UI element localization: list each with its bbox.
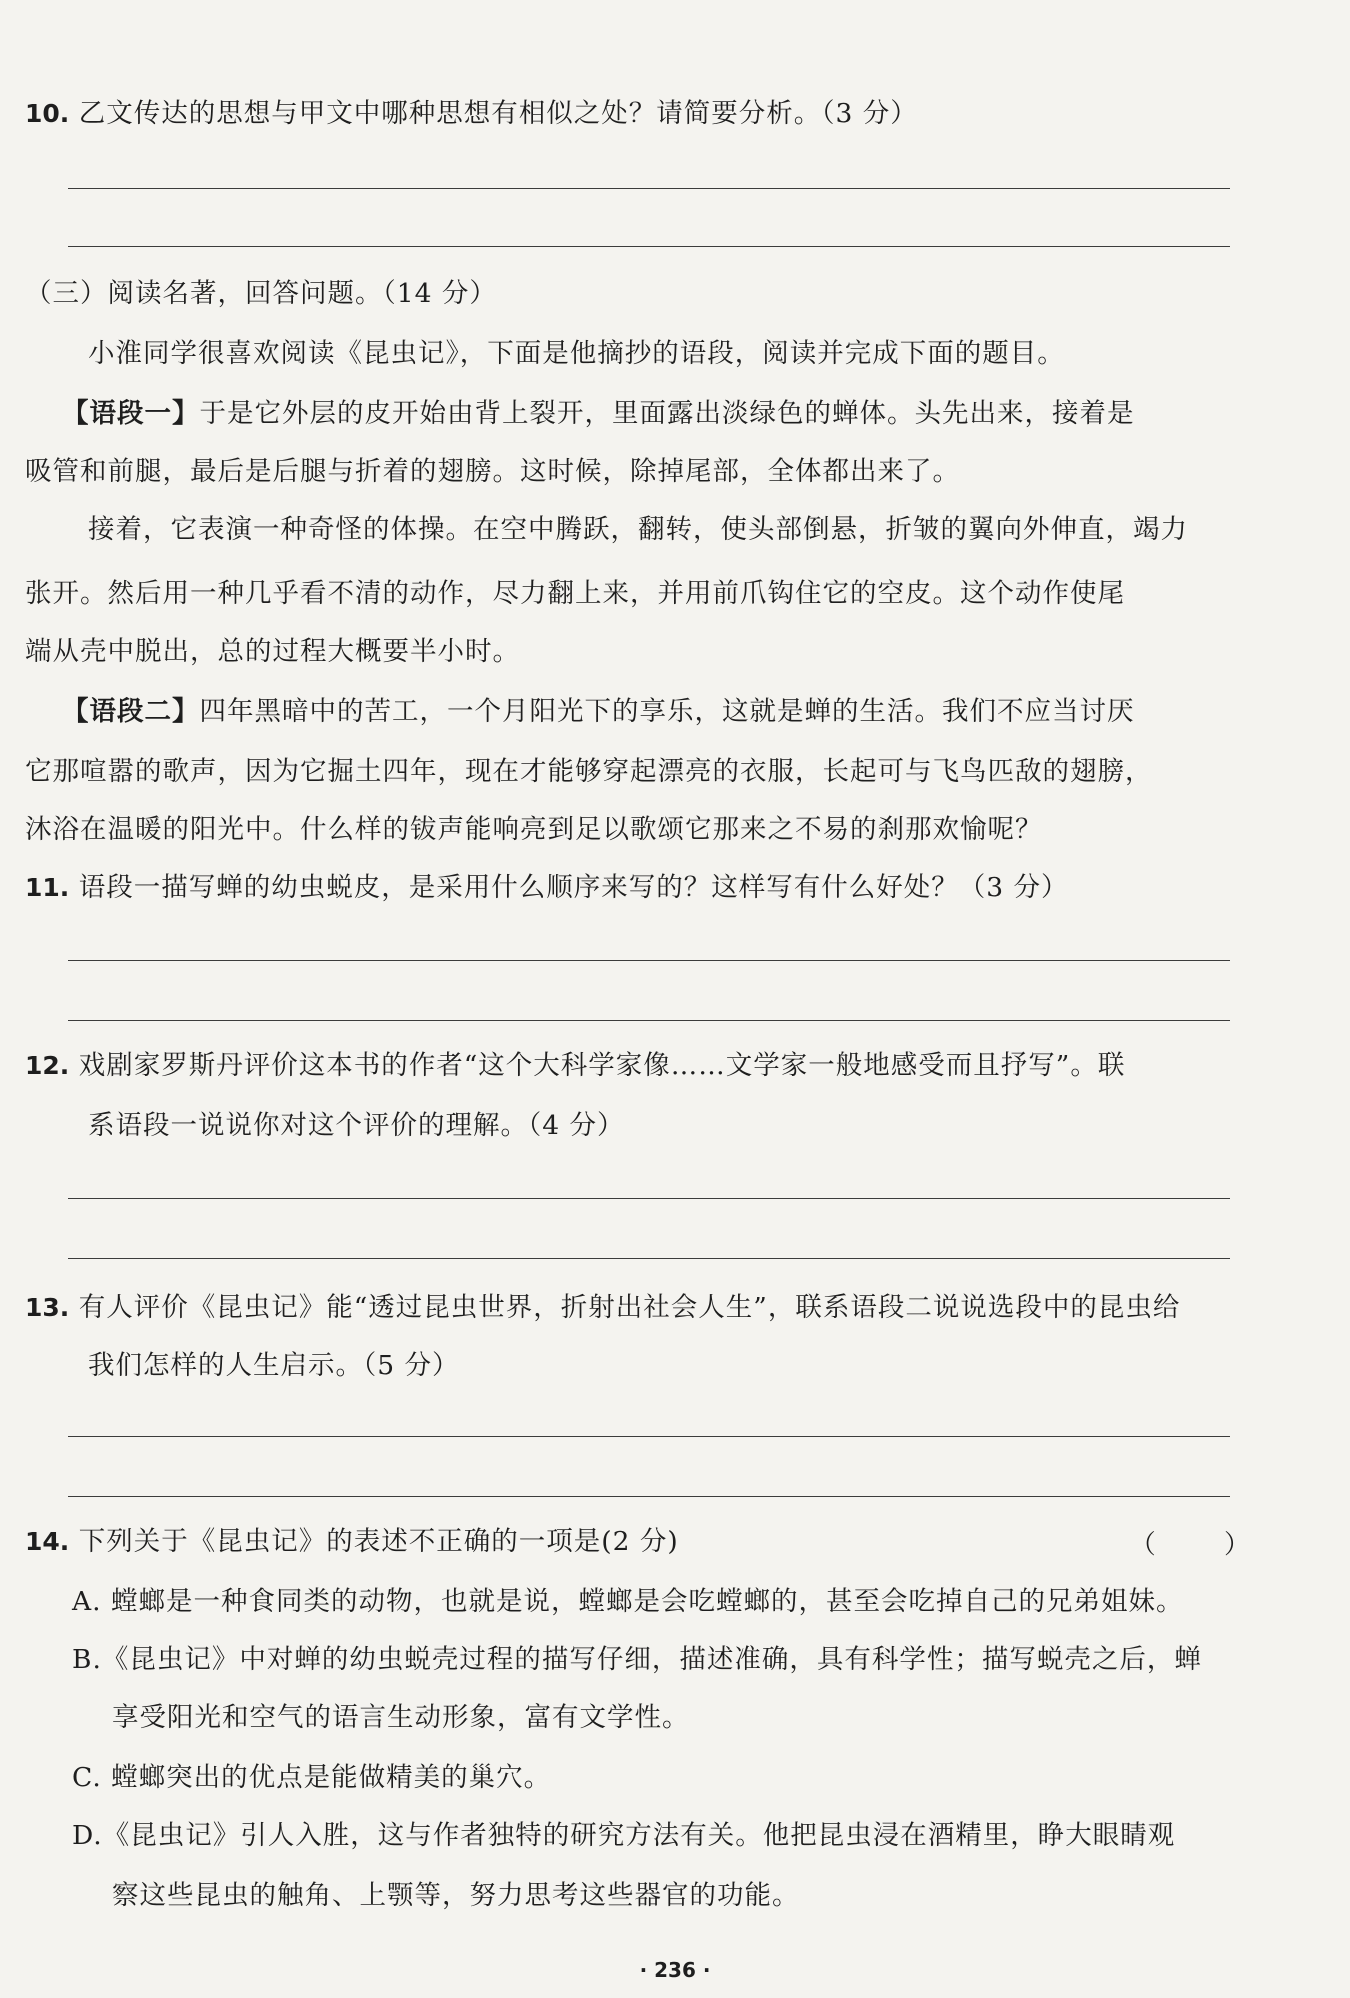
question-12 <box>25 1048 1320 1084</box>
option-d: D.《昆虫记》引人入胜，这与作者独特的研究方法有关。他把昆虫浸在酒精里，睁大眼睛观 <box>72 1820 1176 1851</box>
section-header: （三）阅读名著，回答问题。（14 分） <box>25 278 497 309</box>
passage-tag: 【语段一】 <box>62 398 200 429</box>
option-a: A. 螳螂是一种食同类的动物，也就是说，螳螂是会吃螳螂的，甚至会吃掉自己的兄弟姐妹。 <box>72 1586 1184 1617</box>
question-text: 语段一描写蝉的幼虫蜕皮，是采用什么顺序来写的？这样写有什么好处？（3 分） <box>78 872 1069 903</box>
question-13-cont: 我们怎样的人生启示。（5 分） <box>88 1350 460 1381</box>
page-number: · 236 · <box>639 1958 711 1982</box>
question-text: 乙文传达的思想与甲文中哪种思想有相似之处？请简要分析。（3 分） <box>78 98 918 129</box>
answer-line[interactable] <box>68 1436 1230 1437</box>
passage-1-line: 接着，它表演一种奇怪的体操。在空中腾跃，翻转，使头部倒悬，折皱的翼向外伸直，竭力 <box>88 514 1188 545</box>
question-number: 10. <box>25 99 70 128</box>
answer-line[interactable] <box>68 1258 1230 1259</box>
question-number: 12. <box>25 1051 70 1080</box>
passage-2-line: 沐浴在温暖的阳光中。什么样的钹声能响亮到足以歌颂它那来之不易的刹那欢愉呢？ <box>25 814 1043 845</box>
question-number: 13. <box>25 1293 70 1322</box>
passage-1-line: 端从壳中脱出，总的过程大概要半小时。 <box>25 636 520 667</box>
passage-1-line <box>62 396 1320 432</box>
answer-line[interactable] <box>68 246 1230 247</box>
passage-2-line <box>62 694 1320 730</box>
passage-tag: 【语段二】 <box>62 696 200 727</box>
passage-text: 四年黑暗中的苦工，一个月阳光下的享乐，这就是蝉的生活。我们不应当讨厌 <box>199 696 1135 727</box>
answer-line[interactable] <box>68 1496 1230 1497</box>
question-11 <box>25 870 1320 906</box>
option-d-cont: 察这些昆虫的触角、上颚等，努力思考这些器官的功能。 <box>112 1880 800 1911</box>
passage-2-line: 它那喧嚣的歌声，因为它掘土四年，现在才能够穿起漂亮的衣服，长起可与飞鸟匹敌的翅膀， <box>25 756 1153 787</box>
question-number: 14. <box>25 1527 70 1556</box>
answer-line[interactable] <box>68 1198 1230 1199</box>
answer-bracket[interactable]: （ ） <box>1129 1530 1280 1560</box>
question-text: 戏剧家罗斯丹评价这本书的作者“这个大科学家像……文学家一般地感受而且抒写”。联 <box>78 1050 1126 1081</box>
option-c: C. 螳螂突出的优点是能做精美的巢穴。 <box>72 1762 552 1793</box>
passage-text: 于是它外层的皮开始由背上裂开，里面露出淡绿色的蝉体。头先出来，接着是 <box>199 398 1135 429</box>
question-number: 11. <box>25 873 70 902</box>
option-b: B.《昆虫记》中对蝉的幼虫蜕壳过程的描写仔细，描述准确，具有科学性；描写蜕壳之后，蝉 <box>72 1644 1202 1675</box>
answer-line[interactable] <box>68 188 1230 189</box>
question-14 <box>25 1524 1320 1560</box>
question-10 <box>25 96 1320 132</box>
question-text: 下列关于《昆虫记》的表述不正确的一项是(2 分) <box>78 1526 679 1557</box>
passage-1-line: 吸管和前腿，最后是后腿与折着的翅膀。这时候，除掉尾部，全体都出来了。 <box>25 456 960 487</box>
passage-1-line: 张开。然后用一种几乎看不清的动作，尽力翻上来，并用前爪钩住它的空皮。这个动作使尾 <box>25 578 1125 609</box>
question-text: 有人评价《昆虫记》能“透过昆虫世界，折射出社会人生”，联系语段二说说选段中的昆虫给 <box>78 1292 1181 1323</box>
question-13 <box>25 1290 1320 1326</box>
option-b-cont: 享受阳光和空气的语言生动形象，富有文学性。 <box>112 1702 690 1733</box>
question-12-cont: 系语段一说说你对这个评价的理解。（4 分） <box>88 1110 625 1141</box>
answer-line[interactable] <box>68 960 1230 961</box>
answer-line[interactable] <box>68 1020 1230 1021</box>
section-intro: 小淮同学很喜欢阅读《昆虫记》，下面是他摘抄的语段，阅读并完成下面的题目。 <box>88 338 1065 369</box>
